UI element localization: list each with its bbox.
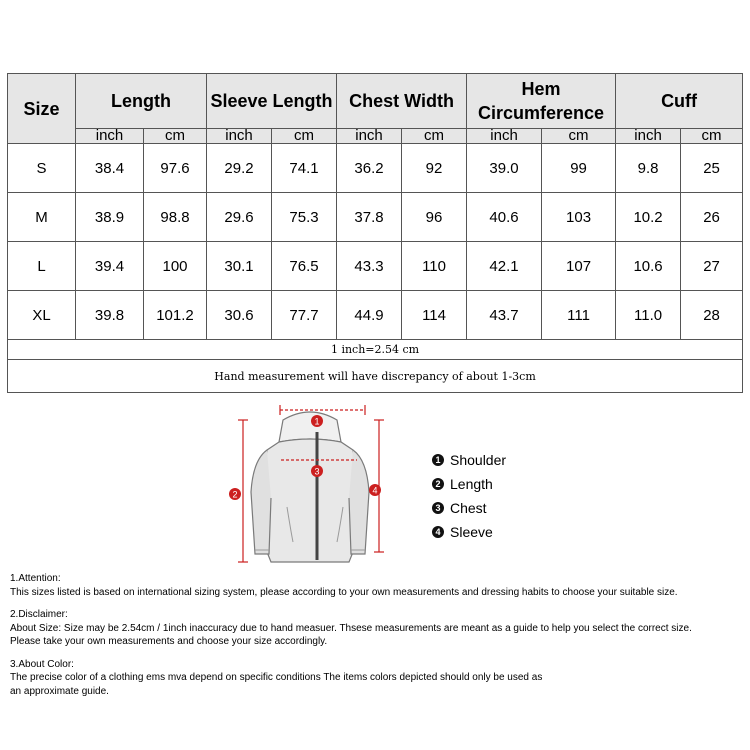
note-title: 1.Attention: xyxy=(10,573,61,584)
legend-label: Sleeve xyxy=(450,524,493,540)
svg-text:1: 1 xyxy=(314,416,320,427)
value-cell: 39.0 xyxy=(467,144,542,193)
value-cell: 27 xyxy=(681,242,743,291)
table-row xyxy=(8,242,743,291)
value-cell: 36.2 xyxy=(337,144,402,193)
legend-item-shoulder xyxy=(432,448,506,472)
notes-section xyxy=(10,572,745,707)
value-cell: 110 xyxy=(402,242,467,291)
number-badge-icon: 3 xyxy=(432,502,444,514)
value-cell: 39.8 xyxy=(76,291,144,340)
measurement-note-row xyxy=(8,360,743,393)
svg-text:3: 3 xyxy=(314,466,320,477)
value-cell: 37.8 xyxy=(337,193,402,242)
value-cell: 26 xyxy=(681,193,743,242)
jacket-measurement-diagram xyxy=(225,402,395,570)
value-cell: 114 xyxy=(402,291,467,340)
value-cell: 42.1 xyxy=(467,242,542,291)
legend-item-chest xyxy=(432,496,506,520)
header-hem-circumference: Hem Circumference xyxy=(467,74,616,129)
unit-inch: inch xyxy=(616,129,681,144)
value-cell: 103 xyxy=(542,193,616,242)
note-attention xyxy=(10,572,745,599)
value-cell: 29.6 xyxy=(207,193,272,242)
value-cell: 43.7 xyxy=(467,291,542,340)
number-badge-icon: 2 xyxy=(432,478,444,490)
value-cell: 75.3 xyxy=(272,193,337,242)
marker-2 xyxy=(229,488,241,500)
number-badge-icon: 1 xyxy=(432,454,444,466)
note-title: 2.Disclaimer: xyxy=(10,609,68,620)
value-cell: 39.4 xyxy=(76,242,144,291)
unit-cm: cm xyxy=(272,129,337,144)
note-disclaimer xyxy=(10,608,745,649)
value-cell: 96 xyxy=(402,193,467,242)
value-cell: 28 xyxy=(681,291,743,340)
conversion-note: 1 inch=2.54 cm xyxy=(8,340,743,360)
value-cell: 30.1 xyxy=(207,242,272,291)
note-title: 3.About Color: xyxy=(10,658,74,670)
value-cell: 107 xyxy=(542,242,616,291)
note-text: The precise color of a clothing ems mva depend on specific conditions The items colors depicted should only be used as xyxy=(10,672,543,683)
jacket-illustration xyxy=(225,402,395,570)
unit-inch: inch xyxy=(76,129,144,144)
size-cell: S xyxy=(8,144,76,193)
value-cell: 9.8 xyxy=(616,144,681,193)
size-cell: M xyxy=(8,193,76,242)
legend-label: Shoulder xyxy=(450,452,507,468)
value-cell: 111 xyxy=(542,291,616,340)
unit-cm: cm xyxy=(144,129,207,144)
note-text: This sizes listed is based on international sizing system, please according to your own measurements and dressing habits to choose your suitable size. xyxy=(10,586,678,598)
value-cell: 40.6 xyxy=(467,193,542,242)
value-cell: 10.6 xyxy=(616,242,681,291)
size-cell: L xyxy=(8,242,76,291)
value-cell: 38.4 xyxy=(76,144,144,193)
marker-4 xyxy=(369,484,381,496)
header-cuff: Cuff xyxy=(616,74,743,129)
marker-3 xyxy=(311,465,323,477)
value-cell: 98.8 xyxy=(144,193,207,242)
note-text: Please take your own measurements and choose your size accordingly. xyxy=(10,636,328,647)
value-cell: 74.1 xyxy=(272,144,337,193)
value-cell: 97.6 xyxy=(144,144,207,193)
value-cell: 38.9 xyxy=(76,193,144,242)
unit-cm: cm xyxy=(542,129,616,144)
value-cell: 30.6 xyxy=(207,291,272,340)
value-cell: 43.3 xyxy=(337,242,402,291)
number-badge-icon: 4 xyxy=(432,526,444,538)
value-cell: 76.5 xyxy=(272,242,337,291)
table-row xyxy=(8,144,743,193)
value-cell: 44.9 xyxy=(337,291,402,340)
header-chest-width: Chest Width xyxy=(337,74,467,129)
value-cell: 92 xyxy=(402,144,467,193)
table-row xyxy=(8,193,743,242)
legend-item-sleeve xyxy=(432,520,506,544)
value-cell: 11.0 xyxy=(616,291,681,340)
note-text: About Size: Size may be 2.54cm / 1inch inaccuracy due to hand measuer. Thsese measurements are meant as a guide to help you select the correct size. xyxy=(10,622,692,634)
unit-inch: inch xyxy=(337,129,402,144)
value-cell: 77.7 xyxy=(272,291,337,340)
conversion-note-row xyxy=(8,340,743,360)
svg-text:2: 2 xyxy=(232,489,238,500)
note-text: an approximate guide. xyxy=(10,685,109,697)
unit-inch: inch xyxy=(467,129,542,144)
unit-inch: inch xyxy=(207,129,272,144)
value-cell: 29.2 xyxy=(207,144,272,193)
value-cell: 10.2 xyxy=(616,193,681,242)
unit-cm: cm xyxy=(402,129,467,144)
measurement-note: Hand measurement will have discrepancy of about 1-3cm xyxy=(8,360,743,393)
legend-label: Chest xyxy=(450,500,487,516)
value-cell: 99 xyxy=(542,144,616,193)
size-chart-table xyxy=(7,73,743,393)
table-row xyxy=(8,291,743,340)
measurement-legend xyxy=(432,448,506,544)
unit-cm: cm xyxy=(681,129,743,144)
value-cell: 100 xyxy=(144,242,207,291)
size-cell: XL xyxy=(8,291,76,340)
marker-1 xyxy=(311,415,323,427)
value-cell: 101.2 xyxy=(144,291,207,340)
header-length: Length xyxy=(76,74,207,129)
legend-label: Length xyxy=(450,476,493,492)
value-cell: 25 xyxy=(681,144,743,193)
legend-item-length xyxy=(432,472,506,496)
header-size: Size xyxy=(8,74,76,144)
svg-text:4: 4 xyxy=(372,485,378,496)
header-sleeve-length: Sleeve Length xyxy=(207,74,337,129)
note-about-color xyxy=(10,658,745,699)
